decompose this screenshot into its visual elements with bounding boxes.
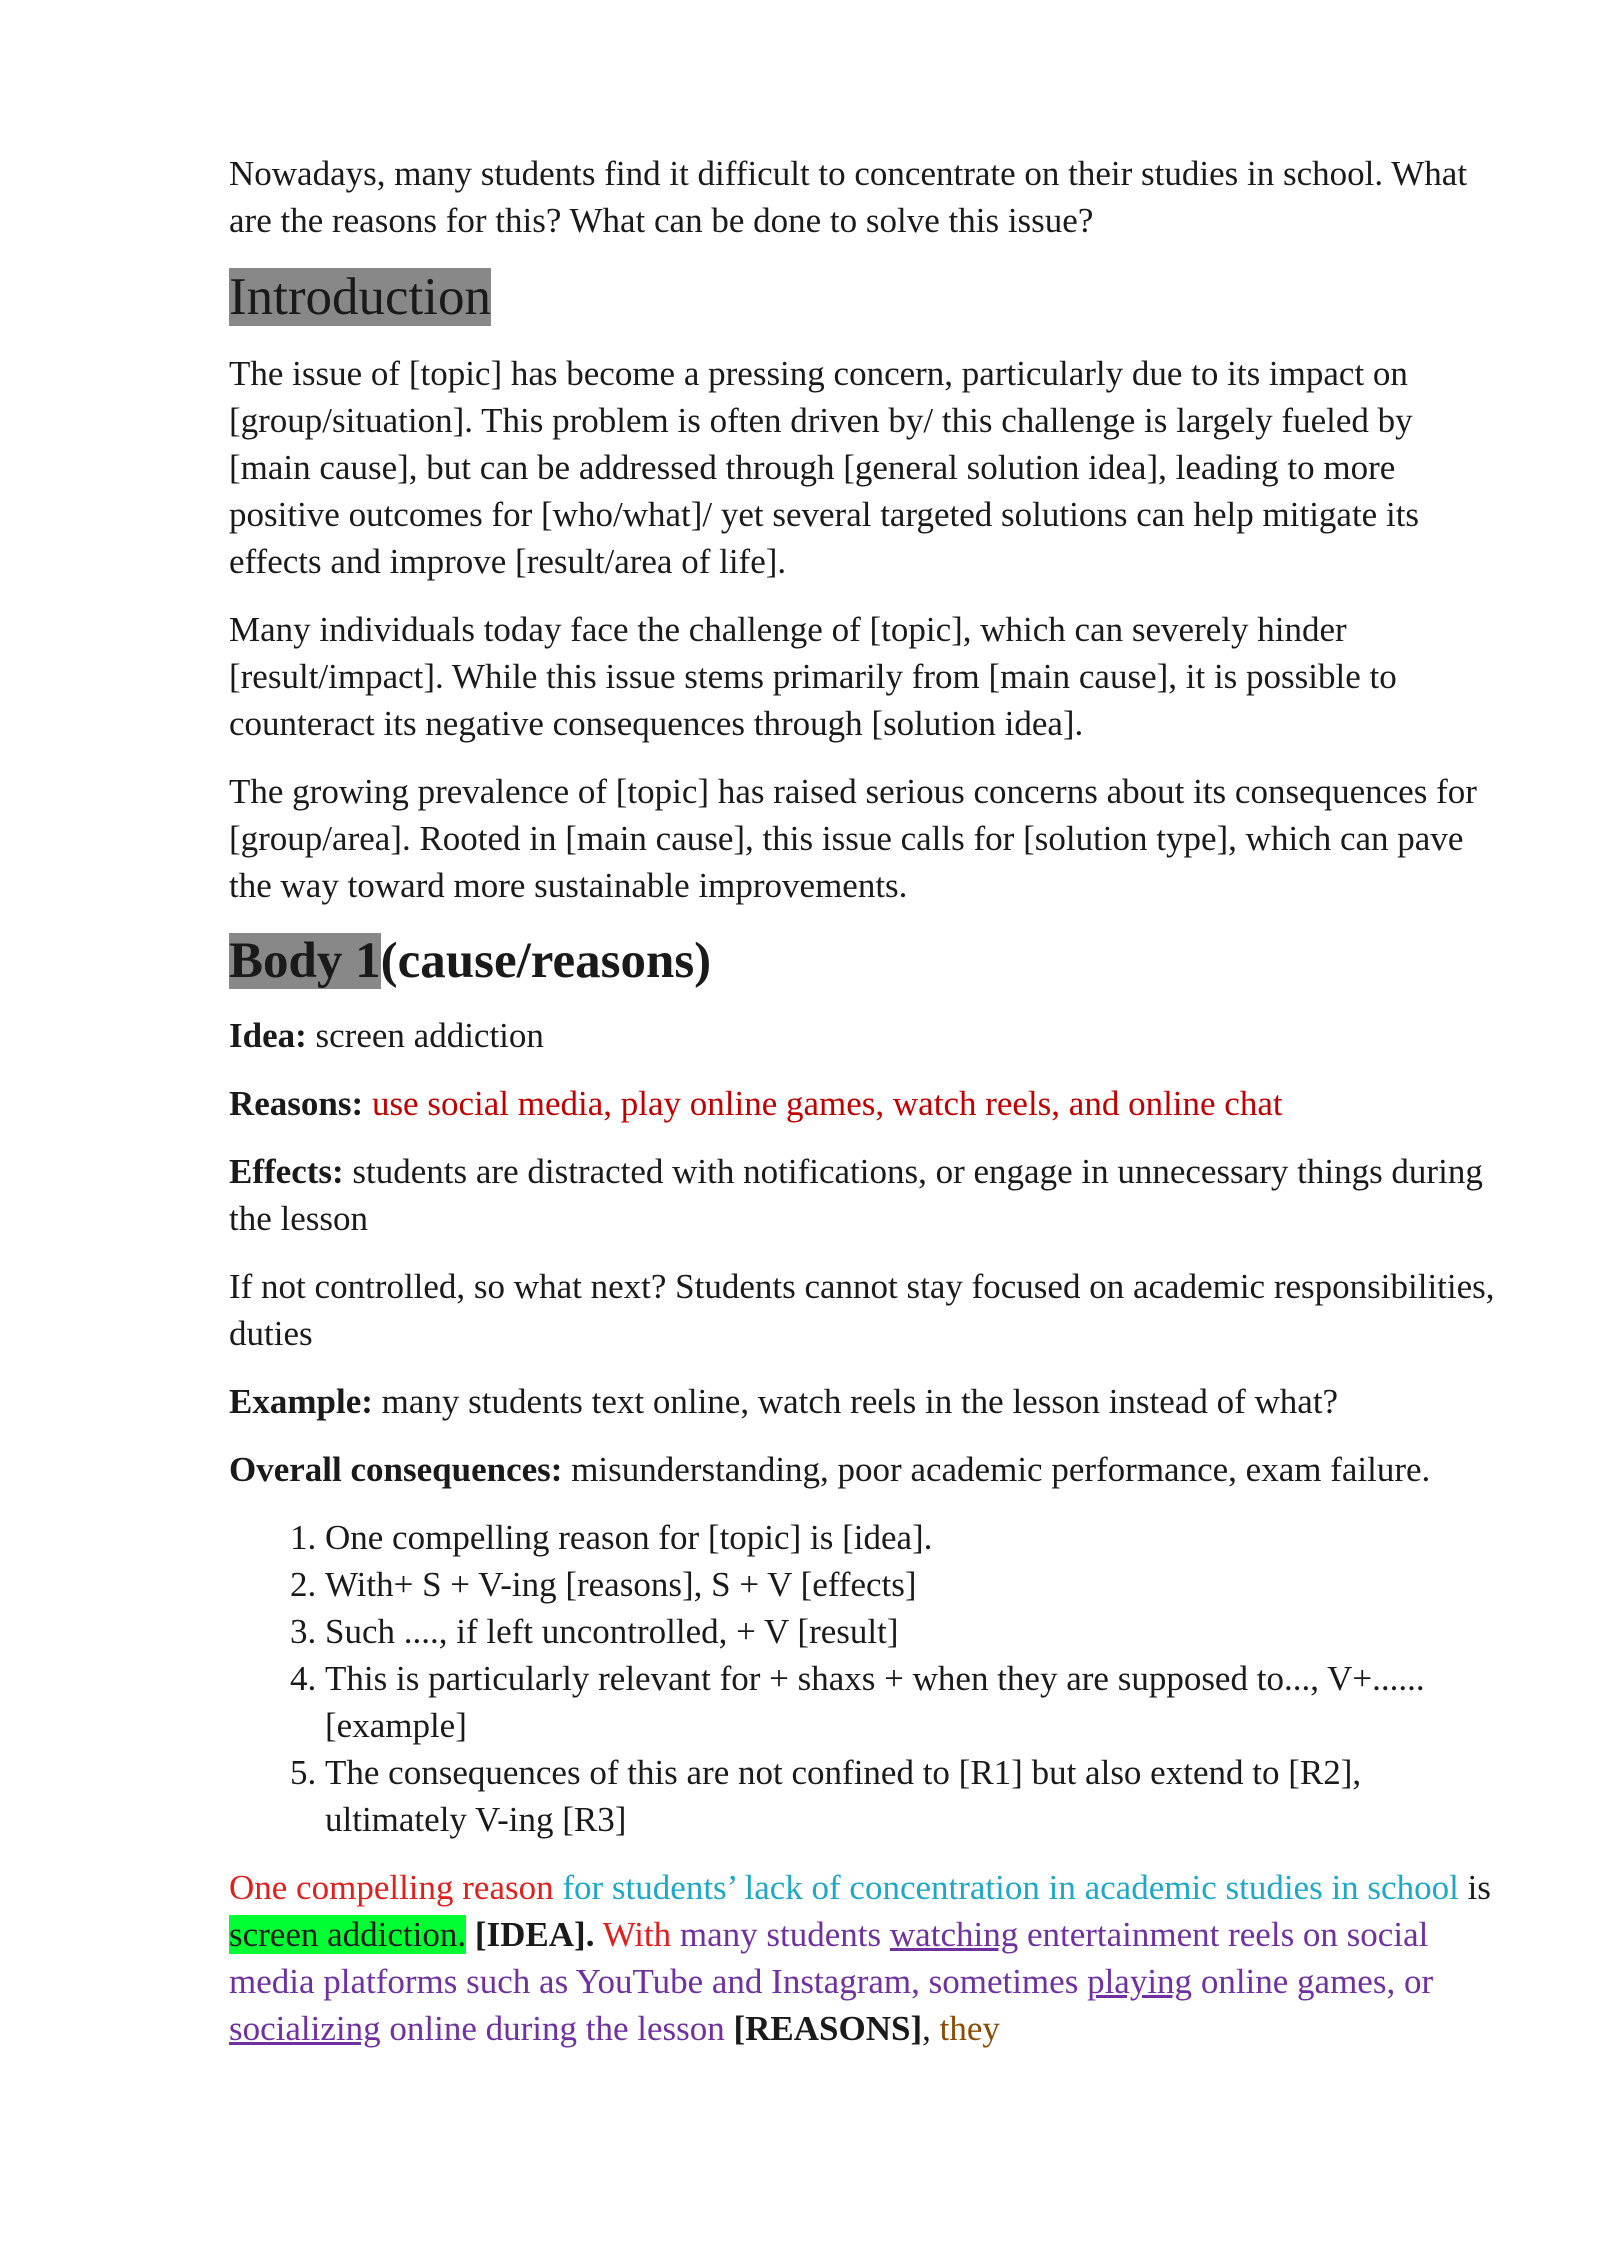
- introduction-heading: [229, 266, 1500, 328]
- sample-paragraph: [229, 1864, 1500, 2052]
- sample-reasons-tag: [REASONS]: [733, 2009, 923, 2048]
- overall-label: Overall consequences:: [229, 1450, 563, 1489]
- sample-idea-highlight: screen addiction.: [229, 1915, 467, 1954]
- sample-verb-playing: playing: [1087, 1962, 1193, 2001]
- effects-text: students are distracted with notifications, or engage in unnecessary things during the lesson: [229, 1152, 1483, 1238]
- body1-heading-rest: (cause/reasons): [380, 933, 712, 989]
- intro-template-1: The issue of [topic] has become a pressing concern, particularly due to its impact on [group/situation]. This problem is often driven by/ this challenge is largely fueled by [main cause], but can be addressed through [general solution idea], leading to more positive outcomes for [who/what]/ yet several targeted solutions can help mitigate its effects and improve [result/area of life].: [229, 354, 1420, 581]
- effects-line: [229, 1148, 1500, 1242]
- sample-reasons-2: online games, or: [1200, 1962, 1434, 2001]
- idea-label: Idea:: [229, 1016, 307, 1055]
- example-line: [229, 1378, 1500, 1425]
- overall-line: [229, 1446, 1500, 1493]
- sample-opener: One compelling reason: [229, 1868, 554, 1907]
- reasons-line: [229, 1080, 1500, 1127]
- example-text: many students text online, watch reels in the lesson instead of what?: [381, 1382, 1339, 1421]
- reasons-text: use social media, play online games, watch reels, and online chat: [371, 1084, 1283, 1123]
- essay-prompt: Nowadays, many students find it difficult to concentrate on their studies in school. What are the reasons for this? What can be done to solve this issue?: [229, 154, 1468, 240]
- body1-heading-highlight: Body 1: [229, 933, 381, 989]
- sample-reasons-3: online during the lesson: [389, 2009, 725, 2048]
- body1-heading: [229, 930, 1500, 992]
- reasons-label: Reasons:: [229, 1084, 364, 1123]
- idea-line: [229, 1012, 1500, 1059]
- sample-effect-start: they: [939, 2009, 1000, 2048]
- sample-subject: many students: [679, 1915, 882, 1954]
- intro-template-3: The growing prevalence of [topic] has raised serious concerns about its consequences for [group/area]. Rooted in [main cause], this issue calls for [solution type], which can pave the way toward more sustainable improvements.: [229, 772, 1477, 905]
- example-label: Example:: [229, 1382, 373, 1421]
- sample-verb-socializing: socializing: [229, 2009, 381, 2048]
- sample-verb-watching: watching: [889, 1915, 1019, 1954]
- sample-is: is: [1467, 1868, 1491, 1907]
- intro-template-2: Many individuals today face the challenge of [topic], which can severely hinder [result/impact]. While this issue stems primarily from [main cause], it is possible to counteract its negative consequences through [solution idea].: [229, 610, 1397, 743]
- sample-comma: ,: [922, 2009, 931, 2048]
- sample-topic: for students’ lack of concentration in academic studies in school: [562, 1868, 1459, 1907]
- effects-label: Effects:: [229, 1152, 344, 1191]
- list-item: 5. The consequences of this are not confined to [R1] but also extend to [R2], ultimately V-ing [R3]: [325, 1749, 1500, 1843]
- list-item: 2. With+ S + V-ing [reasons], S + V [effects]: [325, 1561, 1500, 1608]
- template-steps-list: [229, 1514, 1500, 1843]
- list-item: 3. Such ...., if left uncontrolled, + V [result]: [325, 1608, 1500, 1655]
- sample-reasons-1: entertainment reels on social media platforms such as YouTube and Instagram, sometimes: [229, 1915, 1429, 2001]
- sample-idea-tag: [IDEA].: [474, 1915, 595, 1954]
- list-item: 1. One compelling reason for [topic] is [idea].: [325, 1514, 1500, 1561]
- overall-text: misunderstanding, poor academic performance, exam failure.: [571, 1450, 1431, 1489]
- introduction-heading-text: Introduction: [229, 268, 491, 326]
- sample-with: With: [602, 1915, 672, 1954]
- next-line: If not controlled, so what next? Students cannot stay focused on academic responsibilities, duties: [229, 1267, 1495, 1353]
- idea-text: screen addiction: [315, 1016, 544, 1055]
- list-item: 4. This is particularly relevant for + shaxs + when they are supposed to..., V+......[example]: [325, 1655, 1500, 1749]
